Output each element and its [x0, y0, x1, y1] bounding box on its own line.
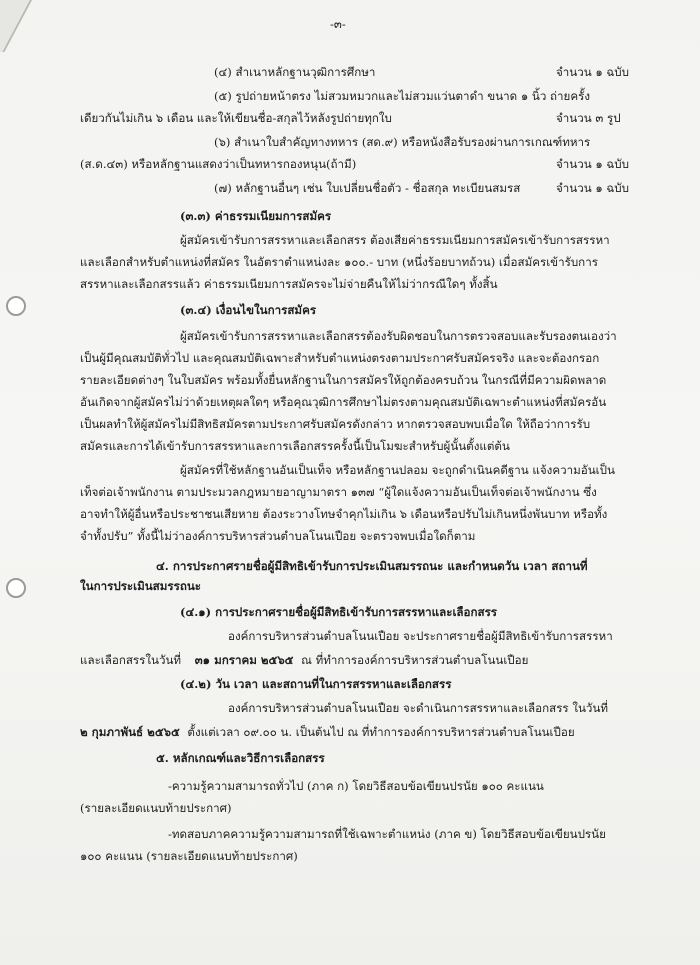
fee-heading: (๓.๓) ค่าธรรมเนียมการสมัคร	[180, 209, 332, 223]
section4-heading-line-1: ๔. การประกาศรายชื่อผู้มีสิทธิเข้ารับการประเมินสมรรถนะ และกำหนดวัน เวลา สถานที่	[156, 559, 588, 573]
exam-date: ๒ กุมภาพันธ์ ๒๕๖๕	[80, 725, 180, 739]
fee-line-2: และเลือกสำหรับตำแหน่งที่สมัคร ในอัตราตำแหน่งละ ๑๐๐.- บาท (หนึ่งร้อยบาทถ้วน) เมื่อสมัครเข้ารับการ	[80, 255, 598, 269]
section41-line-2-prefix: และเลือกสรรในวันที่	[80, 653, 182, 667]
conditions-p2-line-3: อาจทำให้ผู้อื่นหรือประชาชนเสียหาย ต้องระวางโทษจำคุกไม่เกิน ๖ เดือนหรือปรับไม่เกินหนึ่งพันบาท หรือทั้ง	[80, 507, 608, 521]
doc-item-6-cont: (ส.ด.๔๓) หรือหลักฐานแสดงว่าเป็นทหารกองหนุน(ถ้ามี)	[80, 157, 357, 171]
section42-heading: (๔.๒) วัน เวลา และสถานที่ในการสรรหาและเลือกสรร	[180, 677, 452, 691]
section41-line-2-suffix: ณ ที่ทำการองค์การบริหารส่วนตำบลโนนเปือย	[301, 653, 529, 667]
section42-line-2-suffix: ตั้งแต่เวลา ๐๙.๐๐ น. เป็นต้นไป ณ ที่ทำการองค์การบริหารส่วนตำบลโนนเปือย	[187, 725, 575, 739]
section41-heading: (๔.๑) การประกาศรายชื่อผู้มีสิทธิเข้ารับการสรรหาและเลือกสรร	[180, 605, 498, 619]
conditions-p1-line-6: สมัครและการได้เข้ารับการสรรหาและการเลือกสรรครั้งนี้เป็นโมฆะสำหรับผู้นั้นตั้งแต่ต้น	[80, 439, 510, 453]
section5-item1-line-2: (รายละเอียดแนบท้ายประกาศ)	[80, 801, 232, 815]
conditions-p2-line-1: ผู้สมัครที่ใช้หลักฐานอันเป็นเท็จ หรือหลักฐานปลอม จะถูกดำเนินคดีฐาน แจ้งความอันเป็น	[180, 463, 615, 477]
doc-item-5-cont: เดียวกันไม่เกิน ๖ เดือน และให้เขียนชื่อ-สกุลไว้หลังรูปถ่ายทุกใบ	[80, 111, 392, 125]
page-number: -๓-	[330, 17, 346, 31]
folded-corner	[0, 0, 32, 52]
conditions-heading: (๓.๔) เงื่อนไขในการสมัคร	[180, 303, 317, 317]
punch-hole-bottom	[6, 578, 26, 598]
doc-item-5: (๕) รูปถ่ายหน้าตรง ไม่สวมหมวกและไม่สวมแว่นตาดำ ขนาด ๑ นิ้ว ถ่ายครั้ง	[214, 89, 590, 103]
conditions-p1-line-5: เป็นผลทำให้ผู้สมัครไม่มีสิทธิสมัครตามประกาศรับสมัครดังกล่าว หากตรวจสอบพบเมื่อใด ให้ถือว่าการรับ	[80, 417, 591, 431]
conditions-p2-line-2: เท็จต่อเจ้าพนักงาน ตามประมวลกฎหมายอาญามาตรา ๑๓๗ “ผู้ใดแจ้งความอันเป็นเท็จต่อเจ้าพนักงาน ซึ่ง	[80, 485, 597, 499]
conditions-p1-line-3: รายละเอียดต่างๆ ในใบสมัคร พร้อมทั้งยื่นหลักฐานในการสมัครให้ถูกต้องครบถ้วน ในกรณีที่มีความผิดพลาด	[80, 373, 607, 387]
conditions-p2-line-4: จำทั้งปรับ” ทั้งนี้ไม่ว่าองค์การบริหารส่วนตำบลโนนเปือย จะตรวจพบเมื่อใดก็ตาม	[80, 529, 476, 543]
doc-item-7: (๗) หลักฐานอื่นๆ เช่น ใบเปลี่ยนชื่อตัว - ชื่อสกุล ทะเบียนสมรส	[214, 181, 521, 195]
section41-line-2	[80, 652, 528, 668]
doc-item-4: (๔) สำเนาหลักฐานวุฒิการศึกษา	[214, 65, 376, 79]
doc-item-5-qty: จำนวน ๓ รูป	[556, 111, 621, 125]
conditions-p1-line-2: เป็นผู้มีคุณสมบัติทั่วไป และคุณสมบัติเฉพาะสำหรับตำแหน่งตรงตามประกาศรับสมัครจริง และจะต้องกรอก	[80, 351, 600, 365]
section5-item1-line-1: -ความรู้ความสามารถทั่วไป (ภาค ก) โดยวิธีสอบข้อเขียนปรนัย ๑๐๐ คะแนน	[168, 779, 544, 793]
section5-item2-line-2: ๑๐๐ คะแนน (รายละเอียดแนบท้ายประกาศ)	[80, 849, 298, 863]
section41-line-1: องค์การบริหารส่วนตำบลโนนเปือย จะประกาศรายชื่อผู้มีสิทธิเข้ารับการสรรหา	[228, 629, 613, 643]
conditions-p1-line-4: อันเกิดจากผู้สมัครไม่ว่าด้วยเหตุผลใดๆ หรือคุณวุฒิการศึกษาไม่ตรงตามคุณสมบัติเฉพาะตำแหน่งที่สมัครอัน	[80, 395, 607, 409]
fee-line-3: สรรหาและเลือกสรรแล้ว ค่าธรรมเนียมการสมัครจะไม่จ่ายคืนให้ไม่ว่ากรณีใดๆ ทั้งสิ้น	[80, 277, 498, 291]
section42-line-1: องค์การบริหารส่วนตำบลโนนเปือย จะดำเนินการสรรหาและเลือกสรร ในวันที่	[228, 701, 609, 715]
section42-line-2	[80, 724, 575, 740]
section5-heading: ๕. หลักเกณฑ์และวิธีการเลือกสรร	[156, 751, 325, 765]
conditions-p1-line-1: ผู้สมัครเข้ารับการสรรหาและเลือกสรรต้องรับผิดชอบในการตรวจสอบและรับรองตนเองว่า	[180, 329, 617, 343]
fee-line-1: ผู้สมัครเข้ารับการสรรหาและเลือกสรร ต้องเสียค่าธรรมเนียมการสมัครเข้ารับการสรรหา	[180, 233, 610, 247]
section5-item2-line-1: -ทดสอบภาคความรู้ความสามารถที่ใช้เฉพาะตำแหน่ง (ภาค ข) โดยวิธีสอบข้อเขียนปรนัย	[168, 827, 606, 841]
doc-item-4-qty: จำนวน ๑ ฉบับ	[556, 65, 630, 79]
doc-item-7-qty: จำนวน ๑ ฉบับ	[556, 181, 630, 195]
doc-item-6: (๖) สำเนาใบสำคัญทางทหาร (สด.๙) หรือหนังสือรับรองผ่านการเกณฑ์ทหาร	[214, 135, 591, 149]
section4-heading-line-2: ในการประเมินสมรรถนะ	[80, 579, 202, 593]
doc-item-6-qty: จำนวน ๑ ฉบับ	[556, 157, 630, 171]
announcement-date: ๓๑ มกราคม ๒๕๖๕	[194, 653, 294, 667]
punch-hole-top	[6, 296, 26, 316]
